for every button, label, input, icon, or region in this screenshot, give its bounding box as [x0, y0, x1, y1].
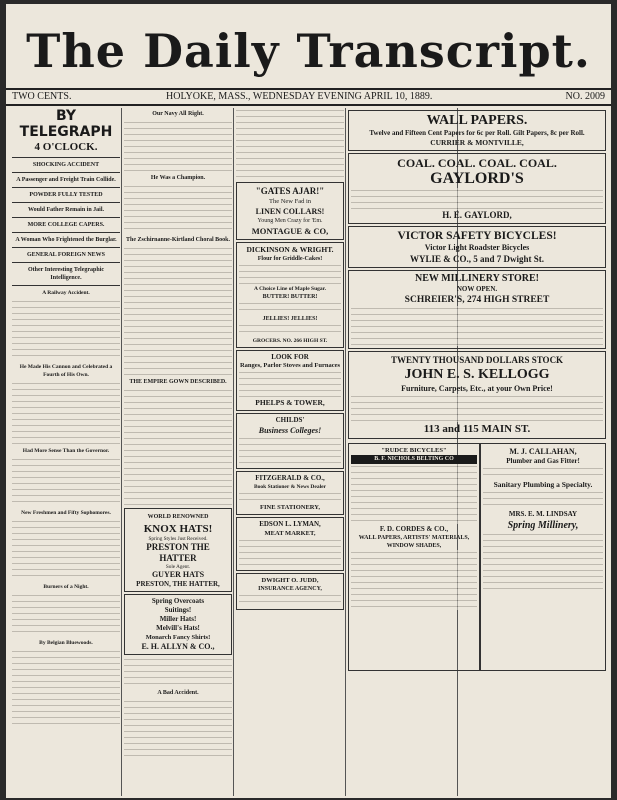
- ad-text: [483, 466, 603, 480]
- ads-columns: [348, 108, 606, 796]
- ad-heading: F. D. CORDES & CO.,: [379, 525, 449, 533]
- ad-text: The New Fad in: [268, 198, 312, 205]
- ad-heading: PRESTON, THE HATTER,: [136, 580, 220, 588]
- ad-heading: GUYER HATS: [151, 570, 205, 579]
- ad-heading: WORLD RENOWNED: [147, 514, 209, 520]
- ad-heading: WYLIE & CO., 5 and 7 Dwight St.: [409, 254, 545, 264]
- ad-text: Spring Styles Just Received.: [148, 536, 208, 542]
- headline: GENERAL FOREIGN NEWS: [26, 252, 105, 258]
- article-text: [12, 381, 120, 445]
- ad-heading: Spring Millinery,: [507, 520, 579, 531]
- ad-heading: KNOX HATS!: [143, 523, 213, 535]
- ad-text: Sole Agent.: [165, 564, 191, 570]
- article-text: [124, 184, 232, 234]
- ad-heading: LOOK FOR: [271, 353, 309, 361]
- advertisement-bicycles: [348, 226, 606, 268]
- ad-heading: CURRIER & MONTVILLE,: [430, 138, 524, 147]
- ad-heading: PRESTON THE HATTER: [146, 542, 210, 563]
- column-2: [124, 108, 232, 796]
- advertisement-collars: [236, 182, 344, 240]
- subhead: He Was a Champion.: [150, 175, 206, 181]
- ad-text: [239, 593, 341, 607]
- ad-heading: BUTTER! BUTTER!: [262, 294, 318, 300]
- ad-heading: B. F. NICHOLS BELTING CO: [351, 455, 477, 464]
- ad-heading: A Choice Line of Maple Sugar.: [254, 286, 326, 292]
- advertisement-wall-papers: [348, 110, 606, 151]
- ad-text: [239, 491, 341, 503]
- advertisement-furniture: [348, 351, 606, 439]
- ad-heading: COAL. COAL. COAL. COAL.: [397, 156, 557, 170]
- subhead: Had More Sense Than the Governor.: [22, 448, 110, 454]
- article-text: [124, 120, 232, 172]
- subhead: THE EMPIRE GOWN DESCRIBED.: [129, 379, 227, 385]
- ad-text: [351, 394, 603, 422]
- ad-heading: GAYLORD'S: [430, 170, 524, 187]
- ad-heading: Spring Overcoats: [151, 597, 205, 605]
- by-telegraph-heading: BY TELEGRAPH: [19, 108, 113, 140]
- ad-heading: VICTOR SAFETY BICYCLES!: [397, 230, 557, 242]
- ad-text: [239, 370, 341, 398]
- ad-heading: Flour for Griddle-Cakes!: [257, 256, 323, 262]
- column-divider: [345, 108, 346, 796]
- ad-heading: MONTAGUE & CO,: [251, 226, 329, 236]
- article-text: [236, 108, 344, 180]
- ad-heading: GROCERS. NO. 266 HIGH ST.: [252, 338, 328, 344]
- headline: MORE COLLEGE CAPERS.: [27, 222, 105, 228]
- ad-heading: FINE STATIONERY,: [260, 504, 320, 511]
- time-heading: 4 O'CLOCK.: [34, 141, 98, 153]
- ad-heading: NEW MILLINERY STORE!: [415, 273, 539, 284]
- ad-heading: E. H. ALLYN & CO.,: [141, 642, 215, 651]
- ad-heading: DICKINSON & WRIGHT.: [246, 245, 334, 254]
- ad-text: [483, 490, 603, 510]
- ad-text: [239, 436, 341, 466]
- ad-heading: Monarch Fancy Shirts!: [145, 634, 211, 641]
- ad-heading: WALL PAPERS.: [426, 113, 528, 128]
- ad-heading: Plumber and Gas Fitter!: [506, 457, 580, 465]
- article-text: [12, 299, 120, 361]
- ad-heading: M. J. CALLAHAN,: [509, 447, 577, 456]
- ad-heading: MEAT MARKET,: [264, 530, 316, 537]
- subhead: By Belgian Bluewoods.: [39, 640, 93, 646]
- ad-text: [239, 263, 341, 285]
- ad-text: [239, 538, 341, 568]
- article-text: [124, 388, 232, 506]
- ad-heading: Ranges, Parlor Stoves and Furnaces: [239, 362, 341, 369]
- advertisement-millinery: [348, 270, 606, 349]
- article-text: [124, 246, 232, 376]
- ad-heading: Furniture, Carpets, Etc., at your Own Price!: [401, 384, 553, 393]
- advertisement-belting: [348, 443, 480, 671]
- dateline: [6, 88, 611, 106]
- column-divider: [233, 108, 234, 796]
- column-1: [12, 108, 120, 796]
- ad-heading: Sanitary Plumbing a Specialty.: [493, 480, 593, 489]
- advertisement-coal: [348, 153, 606, 224]
- ad-text: [483, 532, 603, 592]
- headline: Would Father Remain in Jail.: [27, 207, 105, 213]
- ad-text: [351, 550, 477, 610]
- ad-heading: FITZGERALD & CO.,: [255, 474, 325, 482]
- ad-heading: TWENTY THOUSAND DOLLARS STOCK: [390, 355, 564, 365]
- column-divider: [121, 108, 122, 796]
- column-3: [236, 108, 344, 796]
- article-text: [12, 519, 120, 581]
- subhead: He Made His Cannon and Celebrated a Fourth of His Own.: [19, 364, 113, 378]
- ad-heading: MRS. E. M. LINDSAY: [508, 510, 578, 518]
- advertisement-meat-market: [236, 517, 344, 571]
- article-text: [12, 649, 120, 729]
- subhead: Our Navy All Right.: [152, 111, 204, 117]
- ad-heading: Melvill's Hats!: [156, 624, 200, 632]
- ad-heading: PHELPS & TOWER,: [255, 398, 325, 407]
- ad-heading: Suitings!: [164, 606, 192, 614]
- ad-text: [351, 306, 603, 346]
- ad-heading: JOHN E. S. KELLOGG: [404, 367, 550, 382]
- price-label: TWO CENTS.: [12, 91, 72, 102]
- ad-heading: SCHREIER'S, 274 HIGH STREET: [404, 295, 550, 305]
- advertisement-plumber: [480, 443, 606, 671]
- advertisement-college: [236, 413, 344, 469]
- ad-text: Young Men Crazy for 'Em.: [257, 218, 323, 224]
- advertisement-hats: [124, 508, 232, 592]
- ad-heading: NOW OPEN.: [456, 285, 498, 293]
- article-text: [124, 657, 232, 687]
- ad-heading: EDSON L. LYMAN,: [259, 520, 321, 528]
- advertisement-stationer: [236, 471, 344, 515]
- headline: A Woman Who Frightened the Burglar.: [15, 237, 117, 243]
- newspaper-page: [6, 4, 611, 798]
- ad-text: [239, 301, 341, 315]
- ad-text: [351, 464, 477, 524]
- issue-number: NO. 2009: [565, 91, 605, 102]
- ad-heading: Victor Light Roadster Bicycles: [424, 243, 530, 252]
- ad-text: WALL PAPERS, ARTISTS' MATERIALS, WINDOW SHADES,: [358, 535, 470, 549]
- ad-text: [351, 188, 603, 210]
- place-date: HOLYOKE, MASS., WEDNESDAY EVENING APRIL 10, 1889.: [166, 91, 433, 102]
- headline: SHOCKING ACCIDENT: [32, 162, 100, 168]
- ad-text: Twelve and Fifteen Cent Papers for 6c per Roll. Gilt Papers, 8c per Roll.: [369, 129, 585, 137]
- article-text: [12, 457, 120, 507]
- article-text: [12, 593, 120, 637]
- subhead: Burners of a Night.: [43, 584, 89, 590]
- headline: POWDER FULLY TESTED: [29, 192, 103, 198]
- subhead: The Zschirnanne-Kirtland Choral Book.: [125, 237, 230, 243]
- advertisement-clothing: [124, 594, 232, 655]
- headline: A Passenger and Freight Train Collide.: [16, 177, 116, 183]
- subhead: A Bad Accident.: [157, 690, 199, 696]
- article-text: [124, 699, 232, 759]
- ad-heading: Miller Hats!: [159, 615, 197, 623]
- ad-heading: Book Stationer & News Dealer: [254, 484, 326, 490]
- ad-heading: LINEN COLLARS!: [255, 207, 325, 216]
- ad-heading: H. E. GAYLORD,: [442, 210, 512, 220]
- ad-heading: "RUDCE BICYCLES": [381, 447, 447, 454]
- ad-heading: "GATES AJAR!": [255, 186, 325, 196]
- masthead-title: The Daily Transcript.: [26, 24, 591, 78]
- ad-heading: 113 and 115 MAIN ST.: [423, 423, 531, 435]
- advertisement-insurance: [236, 573, 344, 610]
- subhead: New Freshmen and Fifty Sophomores.: [21, 510, 111, 516]
- ad-heading: INSURANCE AGENCY,: [258, 586, 322, 592]
- ad-heading: Business Colleges!: [258, 426, 322, 435]
- headline: Other Interesting Telegraphic Intelligence.: [27, 267, 105, 281]
- advertisement-grocers: [236, 242, 344, 348]
- subhead: A Railway Accident.: [42, 290, 90, 296]
- ad-text: [239, 323, 341, 337]
- ad-heading: DWIGHT O. JUDD,: [261, 577, 319, 584]
- advertisement-stoves: [236, 350, 344, 411]
- ad-heading: CHILDS': [275, 416, 305, 424]
- lower-ads: [348, 441, 606, 671]
- ad-heading: JELLIES! JELLIES!: [262, 316, 318, 322]
